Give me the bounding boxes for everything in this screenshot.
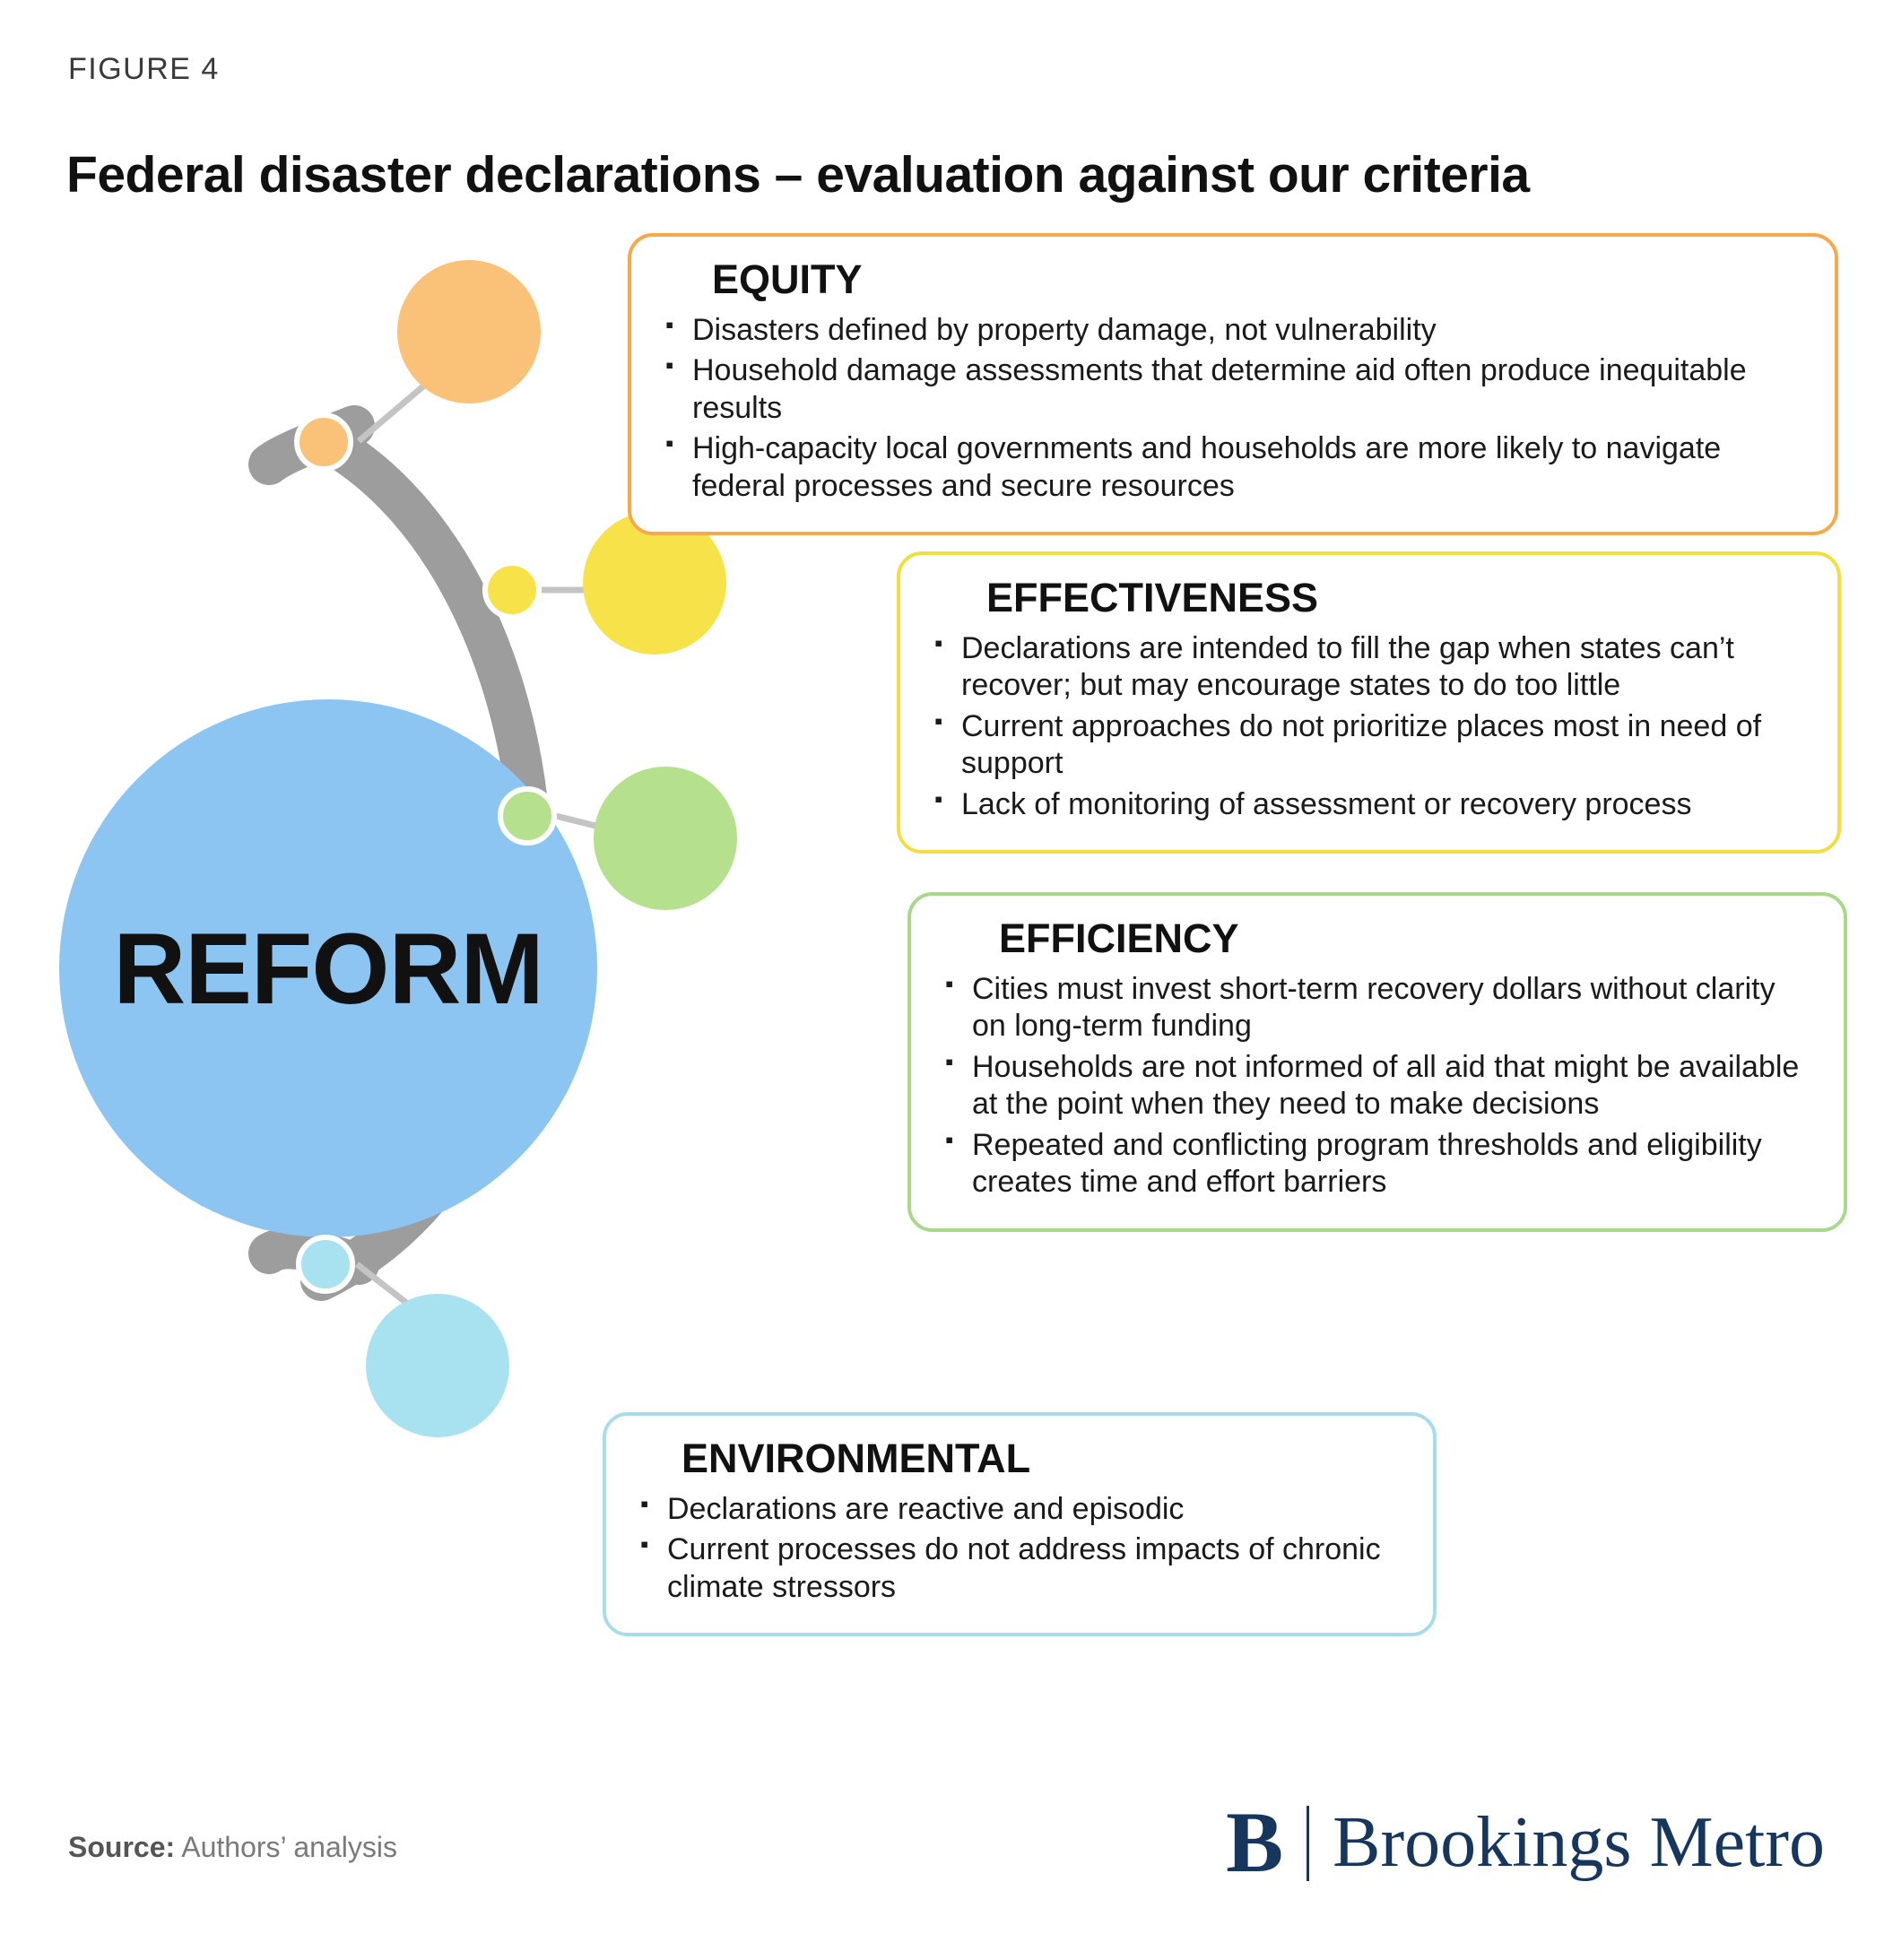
brookings-b-mark: B: [1226, 1794, 1284, 1891]
source-note: [68, 1831, 397, 1864]
page-title: Federal disaster declarations – evaluation against our criteria: [66, 146, 1530, 204]
arc-dot-efficiency: [498, 786, 557, 846]
card-title-environmental: ENVIRONMENTAL: [682, 1435, 1031, 1481]
card-title-efficiency: EFFICIENCY: [999, 915, 1239, 961]
reform-hub: [59, 699, 597, 1237]
node-circle-equity: [397, 260, 541, 403]
list-item: ▪ Disasters defined by property damage, not vulnerability: [662, 312, 1808, 349]
source-text: Authors’ analysis: [175, 1831, 397, 1863]
node-circle-efficiency: [594, 767, 737, 910]
card-bullets-environmental: [637, 1491, 1406, 1606]
list-item: ▪ Current processes do not address impacts of chronic climate stressors: [637, 1531, 1406, 1606]
card-equity[interactable]: [628, 233, 1838, 535]
diagram-canvas: [0, 224, 1884, 1748]
list-item: ▪ Lack of monitoring of assessment or recovery process: [931, 786, 1810, 823]
card-efficiency[interactable]: [907, 892, 1847, 1232]
card-effectiveness[interactable]: [897, 551, 1841, 854]
source-label: Source:: [68, 1831, 176, 1863]
list-item: ▪ Household damage assessments that determine aid often produce inequitable results: [662, 352, 1808, 427]
card-title-equity: EQUITY: [712, 256, 863, 302]
card-bullets-effectiveness: [931, 630, 1810, 823]
card-bullets-efficiency: [942, 971, 1817, 1201]
list-item: ▪ Declarations are intended to fill the gap when states can’t recover; but may encourage states to do too little: [931, 630, 1810, 705]
figure-label: FIGURE 4: [68, 52, 220, 86]
logo-divider: [1307, 1806, 1309, 1881]
list-item: ▪ Households are not informed of all aid that might be available at the point when they need to make decisions: [942, 1049, 1817, 1123]
arc-dot-environmental: [296, 1235, 355, 1294]
brand-name: Brookings Metro: [1333, 1803, 1825, 1882]
list-item: ▪ Current approaches do not prioritize places most in need of support: [931, 708, 1810, 783]
list-item: ▪ High-capacity local governments and households are more likely to navigate federal processes and secure resources: [662, 430, 1808, 505]
node-circle-environmental: [366, 1294, 509, 1437]
list-item: ▪ Declarations are reactive and episodic: [637, 1491, 1406, 1528]
brookings-metro-logo: [1226, 1794, 1825, 1891]
card-environmental[interactable]: [603, 1412, 1437, 1636]
list-item: ▪ Cities must invest short-term recovery dollars without clarity on long-term funding: [942, 971, 1817, 1045]
card-bullets-equity: [662, 312, 1808, 505]
list-item: ▪ Repeated and conflicting program thresholds and eligibility creates time and effort barriers: [942, 1127, 1817, 1201]
card-title-effectiveness: EFFECTIVENESS: [986, 575, 1319, 620]
arc-dot-equity: [294, 412, 353, 472]
reform-label: REFORM: [113, 912, 543, 1025]
arc-dot-effectiveness: [482, 560, 542, 620]
